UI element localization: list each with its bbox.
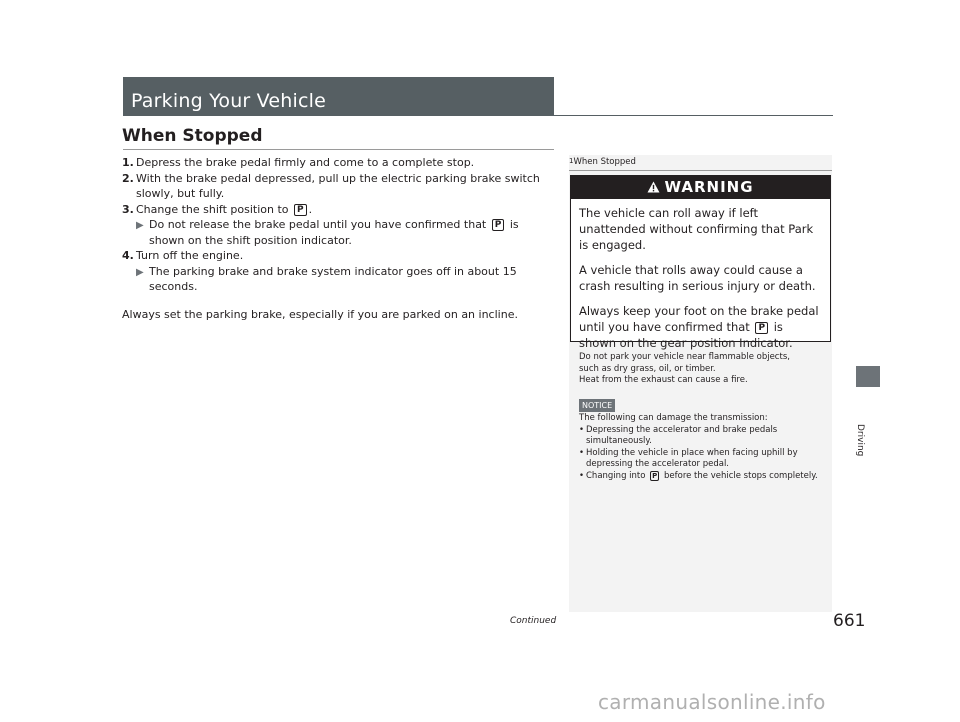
- chapter-tab-label: Driving: [855, 424, 865, 457]
- warning-title: [571, 176, 830, 199]
- park-key-icon: P: [755, 322, 768, 334]
- fire-note-line: such as dry grass, oil, or timber.: [579, 363, 716, 374]
- warning-text-2: A vehicle that rolls away could cause a crash resulting in serious injury or death.: [579, 263, 816, 293]
- watermark: carmanualsonline.info: [598, 690, 826, 714]
- step-text: Depress the brake pedal firmly and come to a complete stop.: [136, 156, 475, 169]
- warning-text-1: The vehicle can roll away if left unattended without confirming that Park is engaged.: [579, 206, 814, 252]
- header-rule: [123, 115, 833, 116]
- sidebar-notes: [579, 352, 824, 482]
- fire-note-line: Heat from the exhaust can cause a fire.: [579, 375, 748, 385]
- chapter-tab-marker: [856, 366, 880, 387]
- fire-note-line: Do not park your vehicle near flammable objects,: [579, 352, 790, 362]
- warning-box: [570, 175, 831, 350]
- notice-intro: The following can damage the transmission:: [579, 413, 768, 423]
- reference-icon: 1: [569, 157, 574, 165]
- warning-text-3: [579, 303, 822, 351]
- warning-text-part: is shown on the gear position Indicator.: [579, 320, 793, 350]
- warning-body: [571, 199, 830, 351]
- step-text-part: Change the shift position to: [136, 202, 289, 216]
- sidebar-heading-rule: [569, 170, 832, 171]
- sidebar-heading: [569, 157, 832, 171]
- continued-label: Continued: [510, 616, 557, 626]
- sidebar-heading-text: When Stopped: [573, 157, 636, 167]
- arrow-icon: ▶: [136, 220, 144, 231]
- park-key-icon: P: [492, 219, 505, 231]
- notice-bullet: [579, 471, 824, 483]
- notice-bullet: [579, 425, 824, 448]
- step-number: 1.: [122, 156, 134, 169]
- step-2: [122, 171, 554, 202]
- step-text: With the brake pedal depressed, pull up the electric parking brake switch slowly, but fully.: [136, 171, 540, 200]
- chapter-header: [123, 77, 554, 115]
- park-key-icon: P: [294, 204, 307, 216]
- section-rule: [123, 149, 554, 150]
- closing-paragraph: Always set the parking brake, especially if you are parked on an incline.: [122, 307, 518, 321]
- warning-text-part: Always keep your foot on the brake pedal until you have confirmed that: [579, 304, 819, 334]
- bullet-text-part: Changing into: [586, 470, 646, 481]
- bullet-text: Holding the vehicle in place when facing uphill by depressing the accelerator pedal.: [586, 447, 798, 469]
- step-text: [136, 202, 554, 218]
- chapter-title: Parking Your Vehicle: [131, 90, 327, 112]
- step-text-part: .: [308, 202, 313, 216]
- note-text: The parking brake and brake system indicator goes off in about 15 seconds.: [149, 264, 517, 293]
- note-text-part: Do not release the brake pedal until you have confirmed that: [149, 218, 487, 231]
- arrow-icon: ▶: [136, 266, 144, 278]
- note-text: [149, 217, 554, 248]
- step-4-note: [136, 264, 554, 295]
- step-number: 3.: [122, 202, 134, 216]
- bullet-text-part: before the vehicle stops completely.: [664, 470, 818, 481]
- note-text-part: is shown on the shift position indicator.: [149, 218, 519, 247]
- park-key-icon: P: [652, 471, 658, 480]
- bullet-icon: •: [579, 447, 585, 458]
- notice-bullet: [579, 448, 824, 471]
- page-number: 661: [833, 611, 866, 631]
- section-title: When Stopped: [122, 126, 263, 146]
- bullet-text: [586, 471, 818, 483]
- bullet-icon: •: [579, 470, 585, 481]
- step-3: [122, 202, 554, 218]
- step-1: [122, 155, 554, 171]
- notice-badge: NOTICE: [579, 399, 615, 413]
- step-text: Turn off the engine.: [136, 249, 244, 262]
- step-4: [122, 248, 554, 264]
- step-3-note: [136, 217, 554, 248]
- bullet-icon: •: [579, 424, 585, 435]
- step-number: 4.: [122, 249, 134, 262]
- main-content: [122, 155, 554, 322]
- step-number: 2.: [122, 171, 134, 185]
- warning-label: WARNING: [664, 178, 754, 196]
- bullet-text: Depressing the accelerator and brake pedals simultaneously.: [586, 424, 778, 446]
- warning-icon: [647, 181, 660, 193]
